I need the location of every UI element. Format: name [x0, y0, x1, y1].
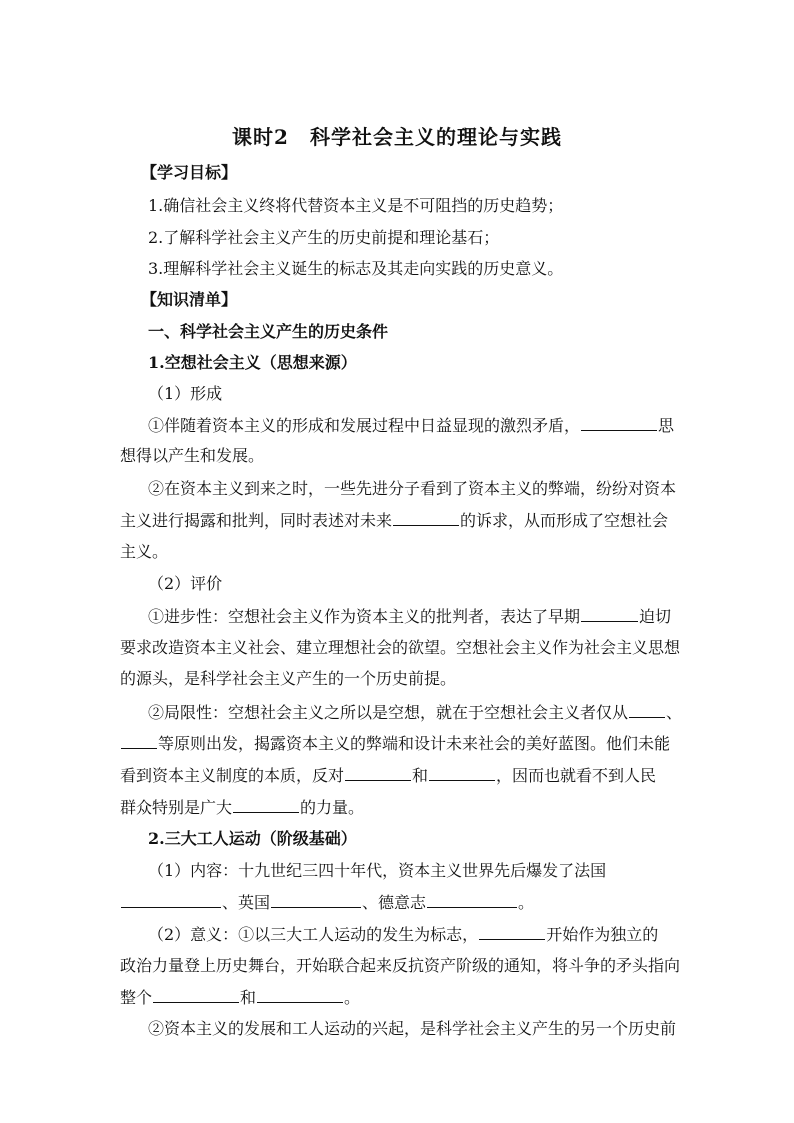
- section-knowledge-heading: 【知识清单】: [141, 290, 238, 309]
- subheading-formation: （1）形成: [148, 384, 223, 403]
- text-span: 。: [344, 988, 361, 1007]
- text-span: 。: [518, 893, 535, 912]
- text-span: 的诉求，从而形成了空想社会: [460, 511, 669, 530]
- fill-blank[interactable]: [581, 605, 638, 622]
- fill-blank[interactable]: [257, 986, 343, 1003]
- fill-blank[interactable]: [581, 414, 657, 431]
- fill-blank[interactable]: [427, 891, 517, 908]
- evaluation-progressive-line-2: 要求改造资本主义社会、建立理想社会的欲望。空想社会主义作为社会主义思想: [120, 638, 681, 657]
- text-span: 、英国: [222, 893, 271, 912]
- evaluation-limitation-line-4: [120, 796, 364, 819]
- fill-blank[interactable]: [479, 923, 545, 940]
- text-span: ②局限性：空想社会主义之所以是空想，就在于空想社会主义者仅从: [148, 703, 629, 722]
- text-span: ①伴随着资本主义的形成和发展过程中日益显现的激烈矛盾，: [148, 416, 581, 435]
- movements-significance-line-4: ②资本主义的发展和工人运动的兴起，是科学社会主义产生的另一个历史前: [148, 1019, 677, 1038]
- objective-3: 3.理解科学社会主义诞生的标志及其走向实践的历史意义。: [148, 259, 564, 278]
- text-span: 迫切: [639, 607, 672, 626]
- heading-workers-movements: 2.三大工人运动（阶级基础）: [148, 829, 357, 848]
- text-span: 的力量。: [300, 798, 365, 817]
- subheading-evaluation: （2）评价: [148, 574, 223, 593]
- evaluation-limitation-line-2: [120, 732, 670, 755]
- text-span: 主义进行揭露和批判，同时表述对未来: [120, 511, 393, 530]
- formation-paragraph-1-line-1: [148, 414, 674, 437]
- text-span: 和: [412, 766, 429, 785]
- objective-1: 1.确信社会主义终将代替资本主义是不可阻挡的历史趋势；: [148, 196, 564, 215]
- evaluation-limitation-line-1: [148, 701, 682, 724]
- text-span: 、德意志: [362, 893, 427, 912]
- fill-blank[interactable]: [153, 986, 239, 1003]
- evaluation-progressive-line-1: [148, 605, 671, 628]
- formation-paragraph-2-line-2: [120, 509, 668, 532]
- heading-utopian-socialism: 1.空想社会主义（思想来源）: [148, 353, 357, 372]
- movements-content-line-2: [120, 891, 534, 914]
- text-span: 、: [666, 703, 683, 722]
- fill-blank[interactable]: [429, 764, 495, 781]
- text-span: 思: [658, 416, 675, 435]
- formation-paragraph-1-line-2: 想得以产生和发展。: [120, 446, 265, 465]
- movements-significance-line-2: 政治力量登上历史舞台，开始联合起来反抗资产阶级的通知，将斗争的矛头指向: [120, 956, 681, 975]
- text-span: 开始作为独立的: [546, 925, 659, 944]
- fill-blank[interactable]: [121, 732, 157, 749]
- formation-paragraph-2-line-3: 主义。: [120, 542, 169, 561]
- text-span: ①进步性：空想社会主义作为资本主义的批判者，表达了早期: [148, 607, 581, 626]
- text-span: ，因而也就看不到人民: [496, 766, 657, 785]
- evaluation-limitation-line-3: [120, 764, 656, 787]
- fill-blank[interactable]: [233, 796, 299, 813]
- fill-blank[interactable]: [393, 509, 459, 526]
- text-span: 和: [240, 988, 257, 1007]
- movements-significance-line-1: [148, 923, 658, 946]
- heading-historical-conditions: 一、科学社会主义产生的历史条件: [148, 322, 389, 341]
- fill-blank[interactable]: [121, 891, 221, 908]
- formation-paragraph-2-line-1: ②在资本主义到来之时，一些先进分子看到了资本主义的弊端，纷纷对资本: [148, 479, 677, 498]
- page-title: 课时2 科学社会主义的理论与实践: [232, 125, 562, 149]
- section-objectives-heading: 【学习目标】: [141, 163, 238, 182]
- text-span: 整个: [120, 988, 153, 1007]
- text-span: 看到资本主义制度的本质，反对: [120, 766, 345, 785]
- text-span: （2）意义：①以三大工人运动的发生为标志，: [148, 925, 479, 944]
- evaluation-progressive-line-3: 的源头，是科学社会主义产生的一个历史前提。: [120, 669, 457, 688]
- movements-significance-line-3: [120, 986, 360, 1009]
- fill-blank[interactable]: [629, 701, 665, 718]
- movements-content-line-1: （1）内容：十九世纪三四十年代，资本主义世界先后爆发了法国: [148, 861, 607, 880]
- text-span: 等原则出发，揭露资本主义的弊端和设计未来社会的美好蓝图。他们未能: [158, 734, 671, 753]
- fill-blank[interactable]: [271, 891, 361, 908]
- fill-blank[interactable]: [345, 764, 411, 781]
- objective-2: 2.了解科学社会主义产生的历史前提和理论基石；: [148, 228, 500, 247]
- text-span: 群众特别是广大: [120, 798, 233, 817]
